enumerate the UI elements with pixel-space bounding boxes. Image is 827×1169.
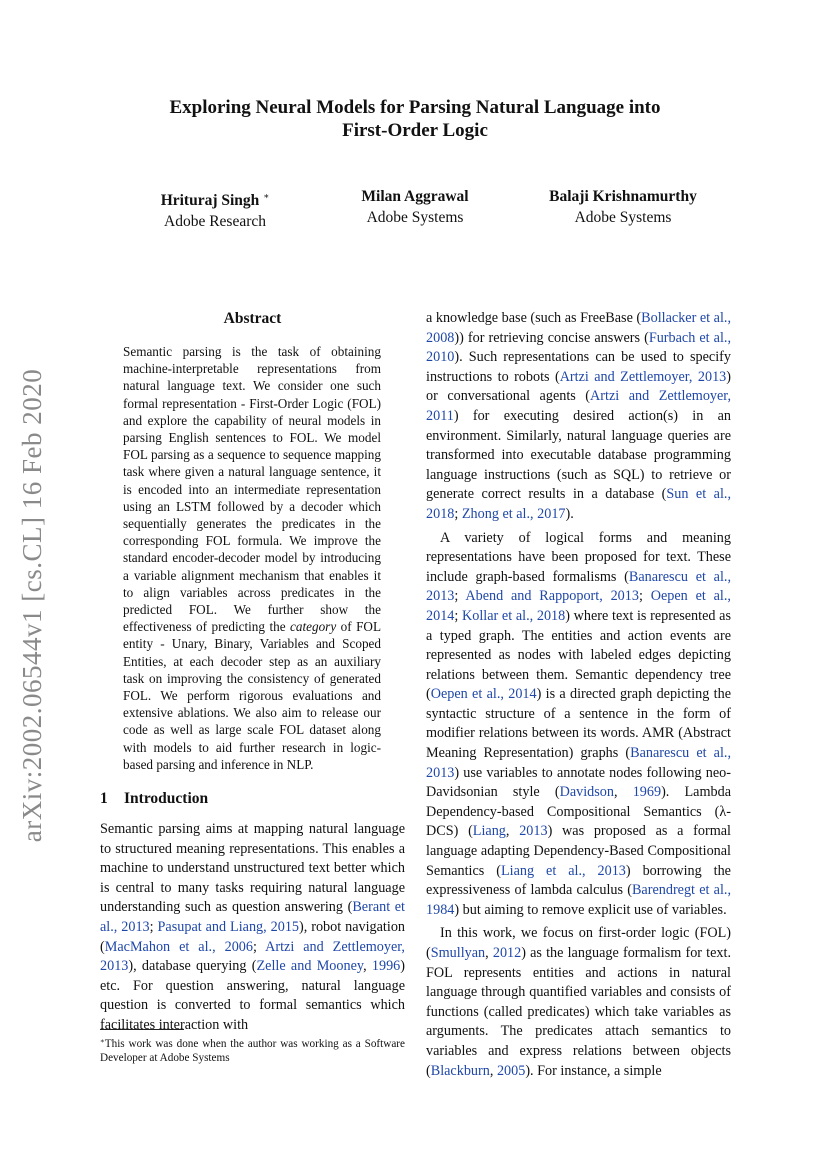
section-number: 1 (100, 790, 108, 807)
citation-link[interactable]: Oepen et al., 2014 (426, 588, 731, 624)
citation-link[interactable]: Blackburn (430, 1062, 490, 1079)
citation-link[interactable]: 1996 (371, 958, 401, 975)
citation-link[interactable]: 2005 (496, 1062, 526, 1079)
citation-link[interactable]: Oepen et al., 2014 (430, 686, 537, 703)
citation-link[interactable]: Artzi and Zettlemoyer, 2013 (559, 368, 727, 385)
author-affiliation-3: Adobe Systems (574, 209, 672, 226)
author-affiliation-1: Adobe Research (164, 213, 266, 230)
citation-link[interactable]: Smullyan (430, 945, 486, 961)
section-title: Introduction (124, 790, 209, 807)
right-paragraph-3 (426, 924, 731, 1081)
body-text: ). Lambda Dependency-based Compositional Semantics (λ-DCS) ( (426, 784, 731, 840)
arxiv-stamp-text: arXiv:2002.06544v1 [cs.CL] 16 Feb 2020 (17, 368, 48, 842)
body-text: ) for executing desired action(s) in an environment. Similarly, natural language queries are transformed into executable database programming language instructions (such as SQL) to retrieve or generate correct results in a database ( (426, 407, 731, 503)
body-text: a knowledge base (such as FreeBase ( (426, 310, 642, 326)
footnote-divider (100, 1029, 184, 1030)
citation-link[interactable]: Zelle and Mooney (256, 958, 364, 975)
body-text: ) borrowing the expressiveness of lambda calculus ( (426, 862, 731, 899)
citation-link[interactable]: Artzi and Zettlemoyer, 2013 (100, 938, 405, 975)
citation-link[interactable]: Liang et al., 2013 (501, 862, 626, 879)
body-text: , (505, 823, 520, 840)
footnote (100, 1034, 405, 1065)
arxiv-identifier-stamp (8, 360, 58, 850)
author-block-1 (140, 186, 290, 232)
author-affiliation-2: Adobe Systems (366, 209, 464, 226)
body-text: ; (454, 588, 466, 605)
body-text: A variety of logical forms and meaning representations have been proposed for text. These include graph-based formalisms ( (426, 529, 731, 585)
body-text: ; (638, 588, 651, 605)
citation-link[interactable]: Banarescu et al., 2013 (426, 745, 731, 781)
body-text: , (485, 945, 493, 961)
author-name-1: Hrituraj Singh ∗ (160, 191, 270, 209)
abstract-heading: Abstract (223, 310, 282, 327)
body-text: ). For instance, a simple (525, 1062, 662, 1079)
body-text: )) for retrieving concise answers ( (454, 329, 649, 346)
citation-link[interactable]: Zhong et al., 2017 (461, 505, 566, 522)
section-heading-introduction (100, 790, 208, 808)
title-line-2: First-Order Logic (342, 120, 488, 141)
abstract-emphasis: category (290, 619, 337, 635)
footnote-mark: ∗ (100, 1037, 105, 1045)
author-name-2: Milan Aggrawal (361, 188, 469, 205)
author-footnote-mark: ∗ (263, 191, 270, 201)
abstract-paragraph: Semantic parsing is the task of obtaining machine-interpretable representations from natural language text. We consider one such formal representation - First-Order Logic (FOL) and explore the capability of neural models in parsing English sentences to FOL. We model FOL parsing as a sequence to sequence mapping task where given a natural language sentence, it is encoded into an intermediate representation using an LSTM followed by a decoder which sequentially generates the predicates in the corresponding FOL formula. We improve the standard encoder-decoder model by introducing a variable alignment mechanism that enables it to align variables across predicates in the predicted FOL. We further show the effectiveness of predicting the category of FOL entity - Unary, Binary, Variables and Scoped Entities, at each decoder step as an auxiliary task on improving the consistency of generated FOL. We perform rigorous evaluations and extensive ablations. We also aim to release our code as well as large scale FOL dataset along with models to aid further research in logic-based parsing and inference in NLP. (123, 344, 382, 772)
body-text: ) use variables to annotate nodes following neo-Davidsonian style ( (426, 764, 731, 801)
body-text: ). Such representations can be used to specify instructions to robots ( (426, 349, 731, 385)
footnote-text: This work was done when the author was working as a Software Developer at Adobe Systems (100, 1038, 405, 1064)
author-block-2 (340, 186, 490, 228)
body-text: ). (565, 505, 574, 522)
right-paragraph-2 (426, 529, 731, 921)
author-block-3 (528, 186, 718, 228)
citation-link[interactable]: Berant et al., 2013 (100, 899, 405, 935)
citation-link[interactable]: 1969 (632, 784, 662, 801)
right-column (426, 309, 731, 1081)
body-text: ) where text is represented as a typed graph. The entities and action events are represented as nodes with labeled edges depicting relations between them. Semantic dependency tree ( (426, 607, 731, 703)
citation-link[interactable]: Liang (472, 823, 506, 840)
paper-title (100, 96, 730, 142)
citation-link[interactable]: Pasupat and Liang, 2015 (157, 918, 300, 935)
body-text: , (489, 1062, 497, 1079)
citation-link[interactable]: Abend and Rappoport, 2013 (465, 588, 639, 605)
citation-link[interactable]: Davidson (559, 784, 614, 801)
body-text: ) or conversational agents ( (426, 368, 731, 405)
citation-link[interactable]: Furbach et al., 2010 (426, 329, 732, 366)
right-paragraph-1 (426, 309, 731, 525)
citation-link[interactable]: 2013 (519, 823, 548, 840)
introduction-paragraph: Semantic parsing aims at mapping natural language to structured meaning representations. This enables a machine to understand unstructured text better which is central to many tasks requiring natural language understanding such as question answering (Berant et al., 2013; Pasupat and Liang, 2015), robot navigation (MacMahon et al., 2006; Artzi and Zettlemoyer, 2013), database querying (Zelle and Mooney, 1996) etc. For question answering, natural language question is converted to formal semantics which facilitates interaction with (100, 821, 406, 1033)
citation-link[interactable]: MacMahon et al., 2006 (104, 938, 253, 955)
body-text: In this work, we focus on first-order logic (FOL) ( (426, 925, 731, 961)
author-name-3: Balaji Krishnamurthy (549, 188, 697, 205)
title-line-1: Exploring Neural Models for Parsing Natural Language into (169, 97, 661, 118)
body-text: ; (454, 505, 462, 522)
abstract-body (123, 343, 381, 773)
citation-link[interactable]: Sun et al., 2018 (426, 486, 731, 522)
body-text: ; (454, 607, 462, 624)
body-text: , (613, 784, 633, 801)
citation-link[interactable]: Kollar et al., 2018 (462, 607, 566, 624)
citation-link[interactable]: Banarescu et al., 2013 (426, 568, 732, 605)
body-text: ) but aiming to remove explicit use of variables. (454, 901, 727, 918)
citation-link[interactable]: Artzi and Zettlemoyer, 2011 (426, 388, 732, 424)
citation-link[interactable]: Barendregt et al., 1984 (426, 882, 731, 918)
citation-link[interactable]: Bollacker et al., 2008 (426, 310, 731, 346)
citation-link[interactable]: 2012 (492, 945, 522, 961)
body-text: ) was proposed as a formal language adapting Dependency-Based Compositional Semantics ( (426, 823, 732, 879)
body-text: ) as the language formalism for text. FOL represents entities and actions in natural language through quantified variables and consists of functions (called predicates) which take variables as arguments. The predicates attach semantics to variables and express relations between objects ( (426, 945, 731, 1079)
body-text: ) is a directed graph depicting the syntactic structure of a sentence in the form of modifier relations between its words. AMR (Abstract Meaning Representation) graphs ( (426, 686, 731, 762)
